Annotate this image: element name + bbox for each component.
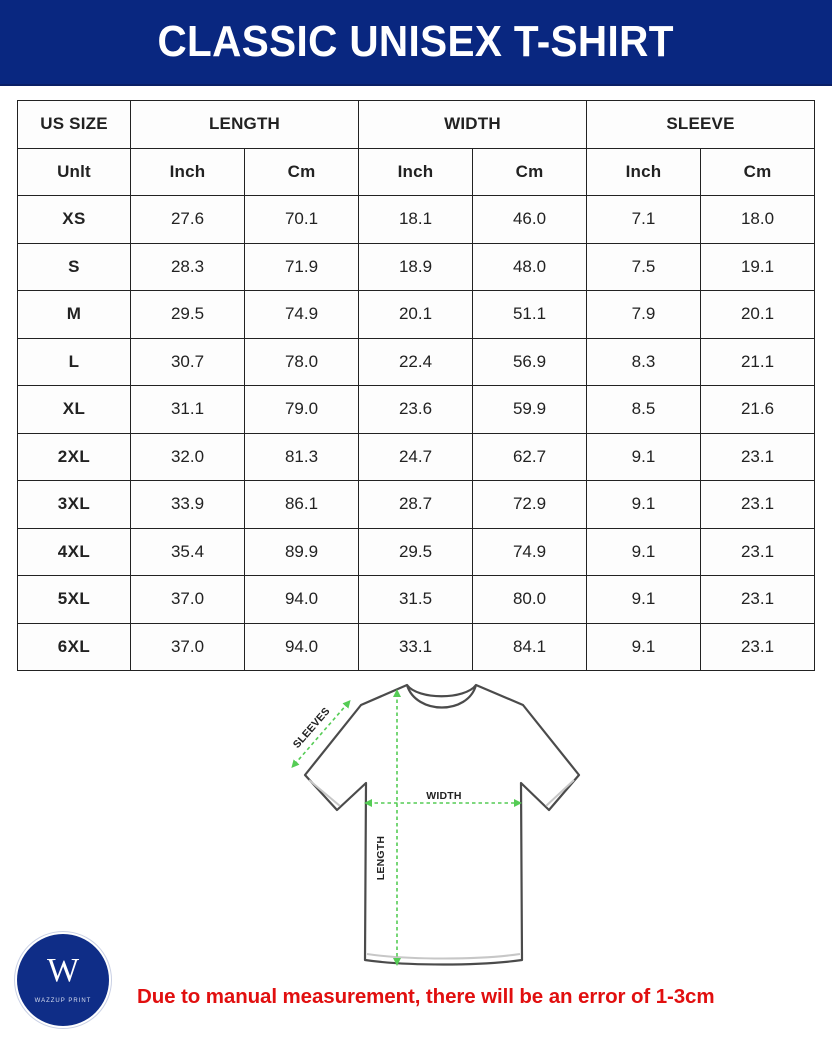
- width-cm-cell: 51.1: [473, 291, 587, 339]
- width-cm-cell: 46.0: [473, 196, 587, 244]
- table-row: [18, 433, 815, 481]
- length-cm-cell: 94.0: [245, 576, 359, 624]
- logo-text: WAZZUP PRINT: [34, 998, 92, 1004]
- sleeve-inch-cell: 8.3: [587, 338, 701, 386]
- length-cm-cell: 71.9: [245, 243, 359, 291]
- sleeve-inch-cell: 7.1: [587, 196, 701, 244]
- sleeve-cm-cell: 18.0: [701, 196, 815, 244]
- sleeve-inch-cell: 9.1: [587, 433, 701, 481]
- page-title: CLASSIC UNISEX T-SHIRT: [157, 17, 675, 66]
- width-inch-cell: 23.6: [359, 386, 473, 434]
- size-label-cell: 6XL: [18, 623, 131, 671]
- length-cm-cell: 78.0: [245, 338, 359, 386]
- header-width: WIDTH: [359, 101, 587, 149]
- table-row: [18, 576, 815, 624]
- length-inch-cell: 33.9: [131, 481, 245, 529]
- table-row: [18, 243, 815, 291]
- sleeve-inch-cell: 7.5: [587, 243, 701, 291]
- size-label-cell: XL: [18, 386, 131, 434]
- header-unit: Unlt: [18, 148, 131, 196]
- width-cm-cell: 48.0: [473, 243, 587, 291]
- width-cm-cell: 56.9: [473, 338, 587, 386]
- width-inch-cell: 18.9: [359, 243, 473, 291]
- header-sleeve-cm: Cm: [701, 148, 815, 196]
- header-length-inch: Inch: [131, 148, 245, 196]
- length-cm-cell: 89.9: [245, 528, 359, 576]
- width-inch-cell: 18.1: [359, 196, 473, 244]
- table-row: [18, 386, 815, 434]
- tshirt-diagram-graphic: [290, 675, 590, 975]
- length-inch-cell: 29.5: [131, 291, 245, 339]
- table-row: [18, 481, 815, 529]
- length-cm-cell: 74.9: [245, 291, 359, 339]
- header-length-cm: Cm: [245, 148, 359, 196]
- length-inch-cell: 32.0: [131, 433, 245, 481]
- width-cm-cell: 84.1: [473, 623, 587, 671]
- table-row: [18, 623, 815, 671]
- group-header-row: [18, 101, 815, 149]
- sleeve-cm-cell: 21.6: [701, 386, 815, 434]
- header-length: LENGTH: [131, 101, 359, 149]
- size-label-cell: M: [18, 291, 131, 339]
- sleeve-inch-cell: 8.5: [587, 386, 701, 434]
- tshirt-outline: [305, 685, 579, 965]
- width-inch-cell: 28.7: [359, 481, 473, 529]
- length-inch-cell: 27.6: [131, 196, 245, 244]
- sleeve-inch-cell: 9.1: [587, 623, 701, 671]
- size-label-cell: 4XL: [18, 528, 131, 576]
- sleeve-inch-cell: 7.9: [587, 291, 701, 339]
- sleeve-cm-cell: 21.1: [701, 338, 815, 386]
- width-cm-cell: 72.9: [473, 481, 587, 529]
- length-inch-cell: 37.0: [131, 576, 245, 624]
- width-inch-cell: 20.1: [359, 291, 473, 339]
- measurement-note: Due to manual measurement, there will be an error of 1-3cm: [137, 985, 715, 1008]
- width-inch-cell: 29.5: [359, 528, 473, 576]
- width-inch-cell: 33.1: [359, 623, 473, 671]
- length-cm-cell: 81.3: [245, 433, 359, 481]
- size-label-cell: 3XL: [18, 481, 131, 529]
- length-cm-cell: 79.0: [245, 386, 359, 434]
- sleeve-cm-cell: 19.1: [701, 243, 815, 291]
- size-table: [17, 100, 815, 671]
- logo-letter: W: [46, 952, 80, 989]
- length-cm-cell: 94.0: [245, 623, 359, 671]
- table-row: [18, 196, 815, 244]
- sleeve-inch-cell: 9.1: [587, 481, 701, 529]
- length-label: LENGTH: [375, 835, 387, 881]
- length-inch-cell: 35.4: [131, 528, 245, 576]
- header-us-size: US SIZE: [18, 101, 131, 149]
- sleeve-cm-cell: 23.1: [701, 528, 815, 576]
- header-width-inch: Inch: [359, 148, 473, 196]
- header-width-cm: Cm: [473, 148, 587, 196]
- length-cm-cell: 70.1: [245, 196, 359, 244]
- length-inch-cell: 28.3: [131, 243, 245, 291]
- header-sleeve: SLEEVE: [587, 101, 815, 149]
- table-row: [18, 338, 815, 386]
- width-inch-cell: 22.4: [359, 338, 473, 386]
- length-inch-cell: 37.0: [131, 623, 245, 671]
- sleeve-cm-cell: 23.1: [701, 433, 815, 481]
- brand-logo: [17, 934, 109, 1026]
- sleeve-cm-cell: 23.1: [701, 623, 815, 671]
- size-label-cell: 2XL: [18, 433, 131, 481]
- size-label-cell: L: [18, 338, 131, 386]
- size-label-cell: S: [18, 243, 131, 291]
- header-banner: [0, 0, 832, 86]
- size-label-cell: 5XL: [18, 576, 131, 624]
- width-inch-cell: 31.5: [359, 576, 473, 624]
- sleeve-cm-cell: 23.1: [701, 576, 815, 624]
- sleeve-inch-cell: 9.1: [587, 576, 701, 624]
- tshirt-diagram: [290, 675, 590, 975]
- sleeve-cm-cell: 20.1: [701, 291, 815, 339]
- header-sleeve-inch: Inch: [587, 148, 701, 196]
- sleeves-label: SLEEVES: [290, 705, 333, 751]
- length-cm-cell: 86.1: [245, 481, 359, 529]
- width-inch-cell: 24.7: [359, 433, 473, 481]
- length-inch-cell: 30.7: [131, 338, 245, 386]
- width-cm-cell: 62.7: [473, 433, 587, 481]
- length-inch-cell: 31.1: [131, 386, 245, 434]
- width-cm-cell: 74.9: [473, 528, 587, 576]
- width-label: WIDTH: [426, 790, 462, 802]
- width-cm-cell: 80.0: [473, 576, 587, 624]
- table-row: [18, 291, 815, 339]
- size-label-cell: XS: [18, 196, 131, 244]
- table-row: [18, 528, 815, 576]
- sleeve-cm-cell: 23.1: [701, 481, 815, 529]
- width-cm-cell: 59.9: [473, 386, 587, 434]
- unit-header-row: [18, 148, 815, 196]
- sleeve-inch-cell: 9.1: [587, 528, 701, 576]
